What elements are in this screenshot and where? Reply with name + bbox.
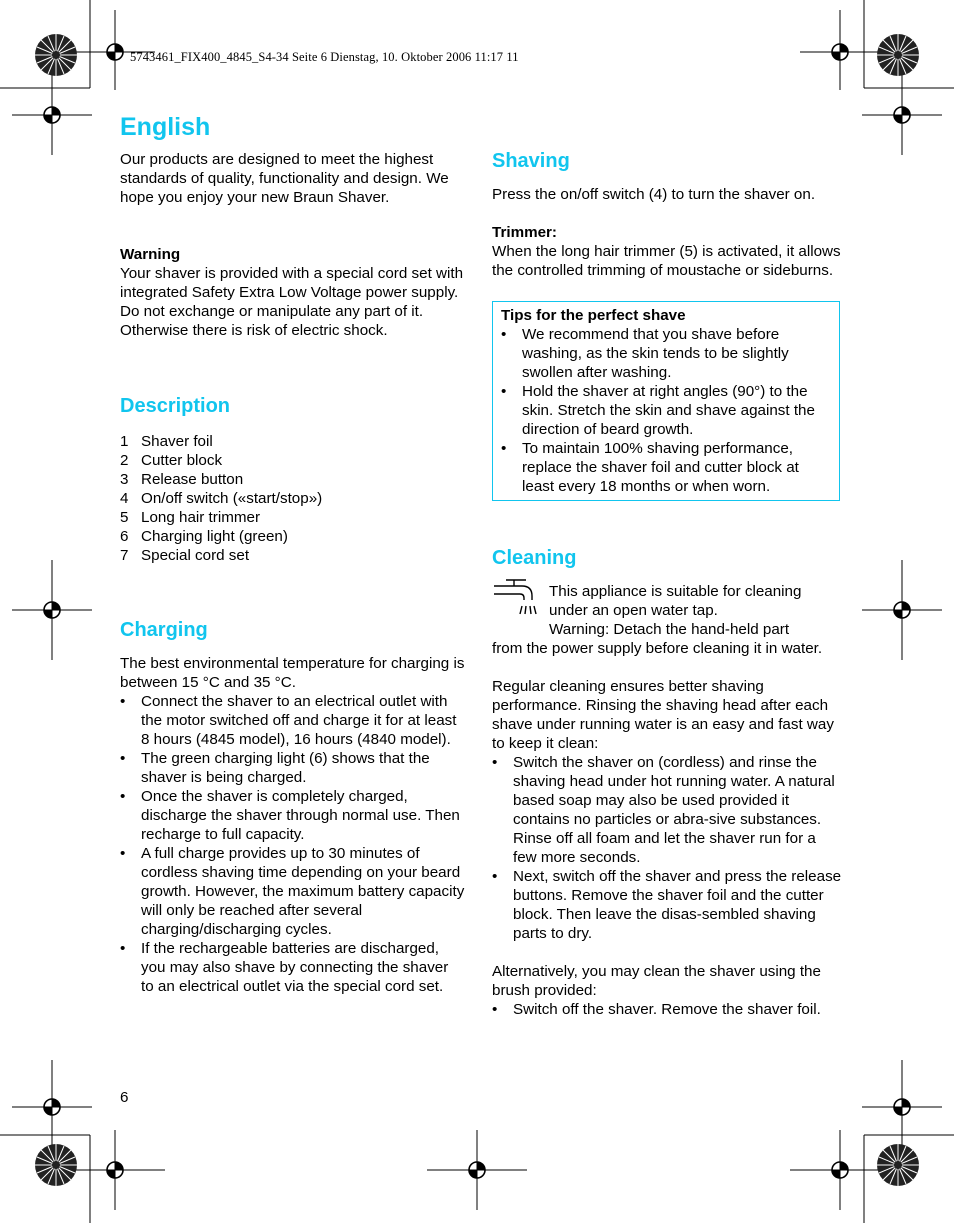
list-item: • Next, switch off the shaver and press the release buttons. Remove the shaver foil and the cutter block. Then leave the disas-sembled shaving parts to dry. xyxy=(492,867,842,943)
alt-cleaning-paragraph: Alternatively, you may clean the shaver using the brush provided: xyxy=(492,963,821,999)
page-title: English xyxy=(120,113,211,141)
trimmer-text: When the long hair trimmer (5) is activated, it allows the controlled trimming of moustache or sideburns. xyxy=(492,243,841,279)
left-column xyxy=(120,112,465,996)
list-item: • Hold the shaver at right angles (90°) to the skin. Stretch the skin and shave against the direction of beard growth. xyxy=(501,382,831,439)
description-list xyxy=(120,432,465,565)
warning-text: Your shaver is provided with a special cord set with integrated Safety Extra Low Voltage power supply. Do not exchange or manipulate any part of it. Otherwise there is risk of electric shock. xyxy=(120,265,464,339)
list-item: • Connect the shaver to an electrical outlet with the motor switched off and charge it for at least 8 hours (4845 model), 16 hours (4840 model). xyxy=(120,692,465,749)
description-heading: Description xyxy=(120,395,231,417)
list-item: 6 Charging light (green) xyxy=(120,528,288,545)
file-header: 5743461_FIX400_4845_S4-34 Seite 6 Dienstag, 10. Oktober 2006 11:17 11 xyxy=(130,50,519,64)
list-item: • A full charge provides up to 30 minutes of cordless shaving time depending on your beard growth. However, the maximum battery capacity will only be reached after several charging/discharging cycles. xyxy=(120,844,465,939)
list-item: • We recommend that you shave before washing, as the skin tends to be slightly swollen after washing. xyxy=(501,325,831,382)
tips-box xyxy=(492,301,840,501)
list-item: • Switch off the shaver. Remove the shaver foil. xyxy=(492,1000,842,1019)
right-column xyxy=(492,112,842,1019)
charging-heading: Charging xyxy=(120,619,208,641)
tap-rest: from the power supply before cleaning it in water. xyxy=(492,640,823,657)
tap-line-2: under an open water tap. xyxy=(549,602,718,619)
list-item: 5 Long hair trimmer xyxy=(120,509,261,526)
tips-heading: Tips for the perfect shave xyxy=(501,307,686,324)
list-item: • The green charging light (6) shows that the shaver is being charged. xyxy=(120,749,465,787)
tap-notice xyxy=(492,582,842,658)
warning-heading: Warning xyxy=(120,246,181,263)
list-item: 3 Release button xyxy=(120,471,244,488)
list-item: 7 Special cord set xyxy=(120,547,250,564)
charging-list xyxy=(120,692,465,996)
page-number: 6 xyxy=(120,1089,129,1106)
charging-intro: The best environmental temperature for charging is between 15 °C and 35 °C. xyxy=(120,655,465,691)
list-item: • Switch the shaver on (cordless) and rinse the shaving head under hot running water. A natural based soap may also be used provided it contains no particles or abra-sive substances. Rinse off all foam and let the shaver run for a few more seconds. xyxy=(492,753,842,867)
tap-line-3: Warning: Detach the hand-held part xyxy=(549,621,790,638)
alt-cleaning-list xyxy=(492,1000,842,1019)
list-item: 1 Shaver foil xyxy=(120,433,213,450)
trimmer-heading: Trimmer: xyxy=(492,224,557,241)
list-item: • If the rechargeable batteries are discharged, you may also shave by connecting the shaver to an electrical outlet via the special cord set. xyxy=(120,939,465,996)
tips-list xyxy=(501,325,831,496)
water-tap-icon xyxy=(492,576,540,623)
list-item: • Once the shaver is completely charged, discharge the shaver through normal use. Then recharge to full capacity. xyxy=(120,787,465,844)
list-item: 4 On/off switch («start/stop») xyxy=(120,490,323,507)
cleaning-list xyxy=(492,753,842,943)
list-item: 2 Cutter block xyxy=(120,452,223,469)
cleaning-heading: Cleaning xyxy=(492,547,577,569)
shaving-heading: Shaving xyxy=(492,150,570,172)
cleaning-paragraph: Regular cleaning ensures better shaving performance. Rinsing the shaving head after each shave under running water is an easy and fast way to keep it clean: xyxy=(492,678,834,752)
tap-line-1: This appliance is suitable for cleaning xyxy=(549,583,802,600)
shaving-text: Press the on/off switch (4) to turn the shaver on. xyxy=(492,186,816,203)
list-item: • To maintain 100% shaving performance, replace the shaver foil and cutter block at least every 18 months or when worn. xyxy=(501,439,831,496)
intro-text: Our products are designed to meet the highest standards of quality, functionality and design. We hope you enjoy your new Braun Shaver. xyxy=(120,151,449,206)
